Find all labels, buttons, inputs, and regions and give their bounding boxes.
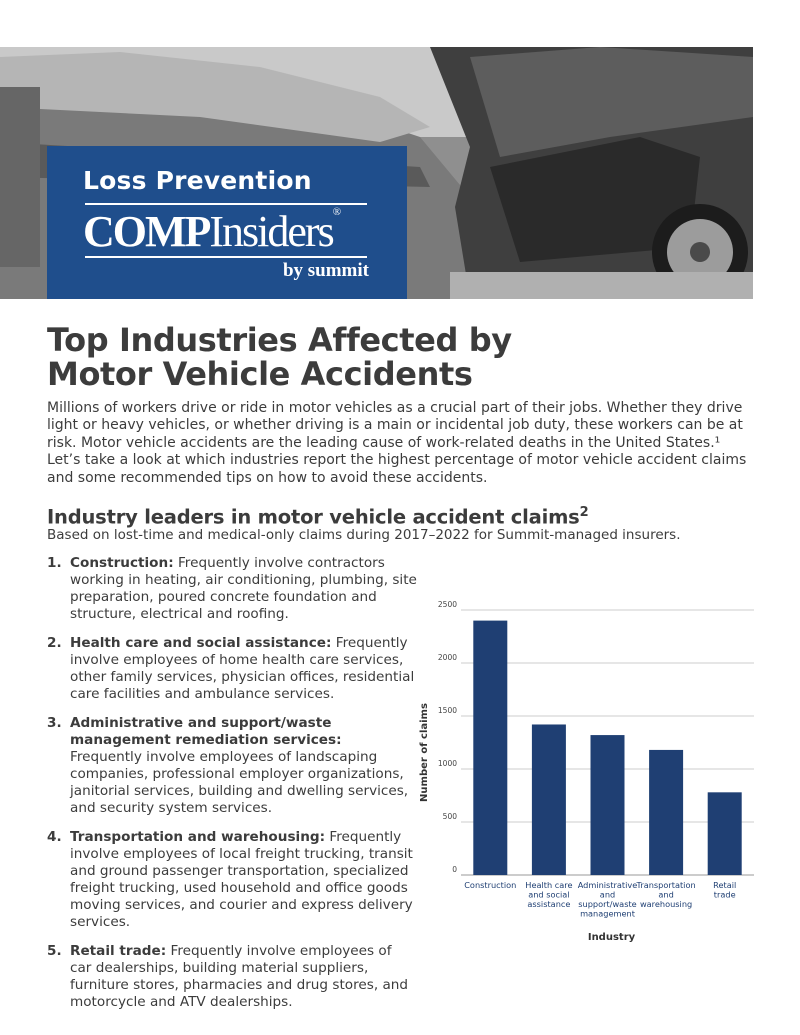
x-tick-label-line: assistance bbox=[527, 899, 571, 909]
y-tick-label: 2500 bbox=[437, 600, 457, 609]
list-item-term: Transportation and warehousing: bbox=[70, 829, 326, 845]
brand-name-regular: Insiders bbox=[209, 207, 333, 256]
brand-name bbox=[83, 206, 341, 257]
claims-bar-chart bbox=[416, 600, 761, 950]
bar bbox=[532, 724, 566, 875]
x-tick-label bbox=[525, 880, 572, 909]
bar bbox=[591, 735, 625, 875]
brand-rule-top bbox=[85, 203, 367, 205]
list-item-text: Frequently involve employees of home health care services, other family services, physician offices, residential care facilities and ambulance services. bbox=[70, 635, 415, 702]
list-item bbox=[47, 829, 417, 931]
page-title-line1: Top Industries Affected by bbox=[47, 321, 512, 359]
y-tick-label: 2000 bbox=[437, 653, 457, 662]
list-item bbox=[47, 555, 417, 623]
list-item-text: Frequently involve contractors working in heating, air conditioning, plumbing, site preparation, poured concrete foundation and structure, electrical and roofing. bbox=[70, 555, 417, 622]
x-tick-label bbox=[713, 880, 736, 900]
list-item-number: 1. bbox=[47, 555, 62, 571]
x-tick-label-line: Administrative bbox=[577, 880, 638, 890]
brand-rule-bottom bbox=[85, 256, 367, 258]
y-axis-label: Number of claims bbox=[419, 703, 430, 802]
list-item-term: Administrative and support/waste management remediation services: bbox=[70, 715, 342, 748]
list-item-text: Frequently involve employees of landscaping companies, professional employer organizations, janitorial services, building and dwelling services, and security system services. bbox=[70, 749, 409, 816]
section-subheading: Based on lost-time and medical-only claims during 2017–2022 for Summit-managed insurers. bbox=[47, 527, 681, 543]
list-item-text: Frequently involve employees of car dealerships, building material suppliers, furniture stores, pharmacies and drug stores, and motorcycle and ATV dealerships. bbox=[70, 943, 409, 1010]
brand-registered-mark: ® bbox=[332, 206, 342, 218]
list-item-number: 5. bbox=[47, 943, 62, 959]
page-title bbox=[47, 323, 607, 391]
list-item-number: 2. bbox=[47, 635, 62, 651]
y-tick-label: 1000 bbox=[437, 759, 457, 768]
brand-name-bold: COMP bbox=[83, 207, 210, 256]
list-item-number: 3. bbox=[47, 715, 62, 731]
y-tick-label: 0 bbox=[452, 865, 457, 874]
brand-subtitle: by summit bbox=[282, 260, 369, 281]
section-heading-text: Industry leaders in motor vehicle accident claims bbox=[47, 505, 580, 529]
intro-paragraph: Millions of workers drive or ride in motor vehicles as a crucial part of their jobs. Whether they drive light or heavy vehicles, or whether driving is a main or incidental job duty, these workers can be at risk. Motor vehicle accidents are the leading cause of work-related deaths in the United States.¹ Let’s take a look at which industries report the highest percentage of motor vehicle accident claims and some recommended tips on how to avoid these accidents. bbox=[47, 400, 747, 486]
x-tick-label bbox=[464, 880, 516, 890]
brand-pre-title: Loss Prevention bbox=[83, 166, 312, 195]
x-tick-label bbox=[578, 880, 638, 919]
list-item bbox=[47, 635, 417, 703]
list-item bbox=[47, 943, 417, 1011]
y-tick-label: 1500 bbox=[437, 706, 457, 715]
x-tick-label-line: Retail bbox=[713, 880, 737, 890]
list-item bbox=[47, 715, 417, 817]
industry-list bbox=[47, 555, 417, 1023]
x-tick-label-line: Transportation bbox=[636, 880, 696, 890]
x-tick-label-line: support/waste bbox=[578, 899, 637, 909]
list-item-term: Health care and social assistance: bbox=[70, 635, 332, 651]
section-heading bbox=[47, 505, 588, 529]
x-tick-label-line: trade bbox=[713, 889, 736, 900]
y-tick-label: 500 bbox=[442, 812, 457, 821]
section-heading-footnote: 2 bbox=[579, 505, 589, 520]
list-item-term: Construction: bbox=[70, 555, 174, 571]
x-tick-label-line: Health care bbox=[525, 880, 573, 890]
brand-logo-box bbox=[47, 146, 407, 299]
x-axis-label: Industry bbox=[587, 932, 636, 943]
x-tick-label-line: and bbox=[599, 889, 616, 900]
x-tick-label-line: management bbox=[580, 908, 635, 919]
x-tick-label bbox=[636, 880, 696, 909]
list-item-term: Retail trade: bbox=[70, 943, 167, 959]
x-tick-label-line: Construction bbox=[464, 880, 517, 890]
list-item-text: Frequently involve employees of local freight trucking, transit and ground passenger transportation, specialized freight trucking, used household and office goods moving services, and courier and express delivery services. bbox=[70, 829, 413, 930]
x-tick-label-line: and bbox=[658, 889, 674, 900]
bar bbox=[649, 750, 683, 875]
page-title-line2: Motor Vehicle Accidents bbox=[47, 355, 473, 393]
x-tick-label-line: and social bbox=[528, 889, 570, 900]
bar bbox=[473, 621, 507, 875]
bar bbox=[708, 792, 742, 875]
x-tick-label-line: warehousing bbox=[639, 899, 693, 909]
list-item-number: 4. bbox=[47, 829, 62, 845]
